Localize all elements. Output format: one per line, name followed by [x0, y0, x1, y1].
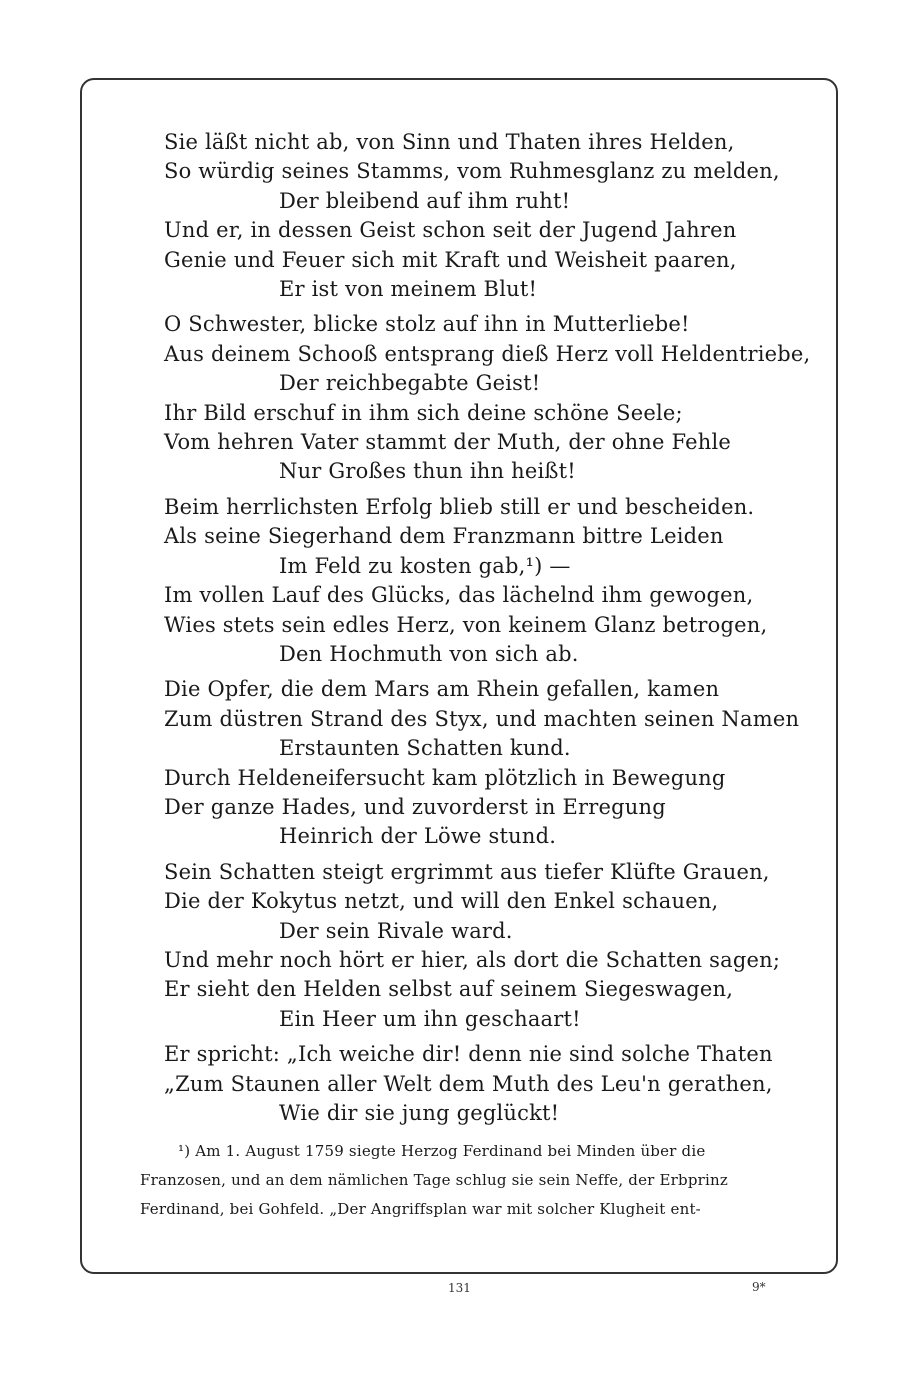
stanza-3 — [164, 493, 804, 669]
poem-line: Heinrich der Löwe stund. — [279, 824, 557, 849]
poem-line: Ihr Bild erschuf in ihm sich deine schöne Seele; — [164, 400, 683, 425]
signature-mark: 9* — [752, 1280, 766, 1294]
poem-line: Aus deinem Schooß entsprang dieß Herz voll Heldentriebe, — [164, 341, 811, 366]
poem-line: Er spricht: „Ich weiche dir! denn nie sind solche Thaten — [164, 1042, 773, 1067]
poem-line: Zum düstren Strand des Styx, und machten seinen Namen — [164, 706, 800, 731]
poem-line: Im vollen Lauf des Glücks, das lächelnd ihm gewogen, — [164, 583, 754, 608]
poem-line: Er ist von meinem Blut! — [279, 277, 538, 302]
poem — [164, 128, 811, 1128]
poem-line: Und er, in dessen Geist schon seit der Jugend Jahren — [164, 218, 737, 243]
poem-line: Beim herrlichsten Erfolg blieb still er und bescheiden. — [164, 494, 755, 519]
stanza-1 — [164, 128, 804, 304]
poem-line: „Zum Staunen aller Welt dem Muth des Leu'n gerathen, — [164, 1071, 773, 1096]
poem-line: Genie und Feuer sich mit Kraft und Weisheit paaren, — [164, 247, 737, 272]
footnote — [140, 1137, 790, 1224]
poem-line: Im Feld zu kosten gab,¹) — — [279, 553, 571, 578]
poem-line: Durch Heldeneifersucht kam plötzlich in Bewegung — [164, 765, 726, 790]
poem-line: Der sein Rivale ward. — [279, 918, 513, 943]
poem-line: Er sieht den Helden selbst auf seinem Siegeswagen, — [164, 977, 734, 1002]
poem-line: Erstaunten Schatten kund. — [279, 736, 571, 761]
stanza-6 — [164, 1040, 804, 1128]
poem-line: Sie läßt nicht ab, von Sinn und Thaten ihres Helden, — [164, 130, 735, 154]
poem-line: Als seine Siegerhand dem Franzmann bittre Leiden — [164, 524, 724, 549]
poem-line: So würdig seines Stamms, vom Ruhmesglanz zu melden, — [164, 159, 780, 184]
poem-line: Wies stets sein edles Herz, von keinem Glanz betrogen, — [164, 612, 768, 637]
footnote-line: Franzosen, und an dem nämlichen Tage schlug sie sein Neffe, der Erbprinz — [140, 1171, 728, 1189]
poem-line: Der reichbegabte Geist! — [279, 371, 541, 396]
poem-line: Nur Großes thun ihn heißt! — [279, 459, 576, 484]
poem-line: O Schwester, blicke stolz auf ihn in Mutterliebe! — [164, 312, 690, 337]
footnote-line: Ferdinand, bei Gohfeld. „Der Angriffsplan war mit solcher Klugheit ent- — [140, 1200, 701, 1218]
poem-line: Sein Schatten steigt ergrimmt aus tiefer Klüfte Grauen, — [164, 859, 770, 884]
poem-line: Ein Heer um ihn geschaart! — [279, 1006, 581, 1031]
poem-line: Vom hehren Vater stammt der Muth, der ohne Fehle — [164, 430, 732, 455]
stanza-2 — [164, 310, 811, 486]
poem-line: Wie dir sie jung geglückt! — [279, 1101, 560, 1125]
stanza-5 — [164, 858, 804, 1034]
poem-line: Und mehr noch hört er hier, als dort die Schatten sagen; — [164, 947, 781, 972]
stanza-4 — [164, 675, 804, 851]
page-number: 131 — [448, 1281, 471, 1295]
poem-line: Der bleibend auf ihm ruht! — [279, 188, 571, 213]
footnote-line: ¹) Am 1. August 1759 siegte Herzog Ferdinand bei Minden über die — [178, 1142, 706, 1160]
poem-line: Die Opfer, die dem Mars am Rhein gefallen, kamen — [164, 677, 720, 702]
poem-line: Den Hochmuth von sich ab. — [279, 641, 579, 666]
poem-line: Die der Kokytus netzt, und will den Enkel schauen, — [164, 889, 719, 914]
poem-line: Der ganze Hades, und zuvorderst in Erregung — [164, 794, 666, 819]
